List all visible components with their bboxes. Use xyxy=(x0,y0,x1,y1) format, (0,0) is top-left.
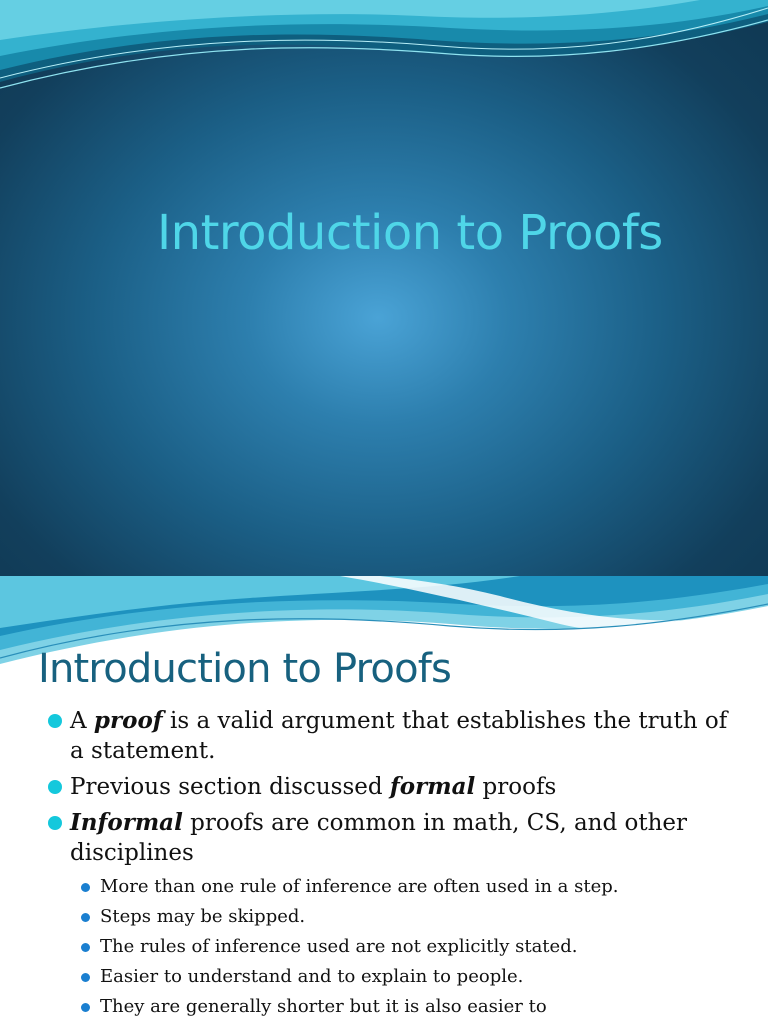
sub-bullet-text: More than one rule of inference are often used in a step. xyxy=(100,876,619,897)
sub-bullet-icon xyxy=(81,943,90,952)
bullet-emphasis: formal xyxy=(389,773,476,800)
sub-bullet-item xyxy=(48,992,748,1022)
sub-bullet-item xyxy=(48,932,748,962)
bullet-emphasis: proof xyxy=(93,707,163,734)
sub-bullet-item xyxy=(48,962,748,992)
bullet-icon xyxy=(48,714,62,728)
sub-bullet-text: Easier to understand and to explain to people. xyxy=(100,966,524,987)
sub-bullet-text: They are generally shorter but it is also easier to xyxy=(100,996,547,1017)
sub-bullet-text: Steps may be skipped. xyxy=(100,906,306,927)
bullet-text-pre: A xyxy=(70,708,94,734)
bullet-icon xyxy=(48,816,62,830)
sub-bullet-item xyxy=(48,902,748,932)
sub-bullet-list xyxy=(48,872,748,1022)
sub-bullet-item xyxy=(48,872,748,902)
sub-bullet-text: The rules of inference used are not explicitly stated. xyxy=(100,936,578,957)
decorative-waves-top xyxy=(0,0,768,110)
content-slide xyxy=(0,576,768,1024)
sub-bullet-icon xyxy=(81,1003,90,1012)
bullet-icon xyxy=(48,780,62,794)
sub-bullet-icon xyxy=(81,883,90,892)
sub-bullet-icon xyxy=(81,973,90,982)
bullet-emphasis: Informal xyxy=(70,809,183,836)
bullet-text-post: proofs xyxy=(475,774,557,800)
slide-title: Introduction to Proofs xyxy=(157,205,663,261)
slide-heading: Introduction to Proofs xyxy=(38,646,452,692)
bullet-item xyxy=(48,772,748,802)
bullet-item xyxy=(48,808,748,1022)
bullet-text-pre: Previous section discussed xyxy=(70,774,390,800)
sub-bullet-icon xyxy=(81,913,90,922)
bullet-text-post: proofs are common in math, CS, and other disciplines xyxy=(70,810,688,866)
bullet-text-post: is a valid argument that establishes the truth of a statement. xyxy=(70,708,728,764)
bullet-item xyxy=(48,706,748,766)
bullet-list xyxy=(48,706,748,1024)
